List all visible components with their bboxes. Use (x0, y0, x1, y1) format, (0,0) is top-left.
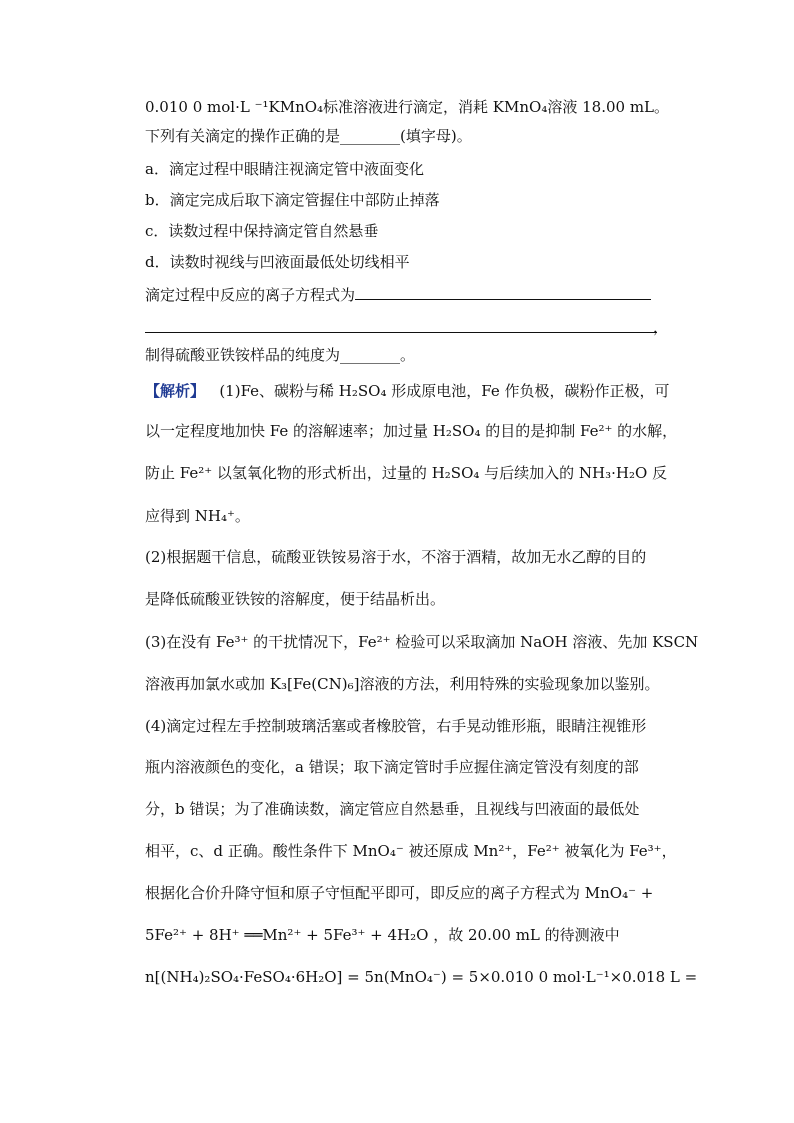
answer-text: (1)Fe、碳粉与稀 H₂SO₄ 形成原电池，Fe 作负极，碳粉作正极，可 (219, 382, 670, 400)
option-c: c．读数过程中保持滴定管自然悬垂 (145, 222, 379, 240)
equation-prompt (145, 285, 675, 305)
answer-line: (4)滴定过程左手控制玻璃活塞或者橡胶管，右手晃动锥形瓶，眼睛注视锥形 (145, 717, 647, 735)
answer-line: (2)根据题干信息，硫酸亚铁铵易溶于水，不溶于酒精，故加无水乙醇的目的 (145, 548, 647, 566)
purity-prompt: 制得硫酸亚铁铵样品的纯度为________。 (145, 346, 416, 364)
option-a: a．滴定过程中眼睛注视滴定管中液面变化 (145, 160, 424, 178)
answer-line: (3)在没有 Fe³⁺ 的干扰情况下，Fe²⁺ 检验可以采取滴加 NaOH 溶液、先加 KSCN (145, 633, 699, 651)
answer-line: 防止 Fe²⁺ 以氢氧化物的形式析出，过量的 H₂SO₄ 与后续加入的 NH₃·H₂O 反 (145, 464, 668, 482)
answer-line (145, 381, 675, 401)
option-b: b．滴定完成后取下滴定管握住中部防止掉落 (145, 191, 440, 209)
analysis-header: 【解析】 (145, 382, 206, 400)
question-line: 下列有关滴定的操作正确的是________(填字母)。 (145, 127, 472, 145)
answer-line: 溶液再加氯水或加 K₃[Fe(CN)₆]溶液的方法，利用特殊的实验现象加以鉴别。 (145, 675, 660, 693)
answer-line: 是降低硫酸亚铁铵的溶解度，便于结晶析出。 (145, 590, 446, 608)
question-line: 0.010 0 mol·L ⁻¹KMnO₄标准溶液进行滴定，消耗 KMnO₄溶液 18.00 mL。 (145, 98, 670, 116)
answer-blank-line[interactable] (145, 331, 657, 333)
answer-line: 应得到 NH₄⁺。 (145, 507, 250, 525)
equation-prompt-text: 滴定过程中反应的离子方程式为 (145, 286, 356, 304)
answer-line: 5Fe²⁺ + 8H⁺ ══Mn²⁺ + 5Fe³⁺ + 4H₂O ，故 20.00 mL 的待测液中 (145, 926, 620, 944)
answer-line: n[(NH₄)₂SO₄·FeSO₄·6H₂O] = 5n(MnO₄⁻) = 5×0.010 0 mol·L⁻¹×0.018 L = (145, 968, 698, 986)
answer-line: 根据化合价升降守恒和原子守恒配平即可，即反应的离子方程式为 MnO₄⁻ + (145, 884, 654, 902)
answer-line: 以一定程度地加快 Fe 的溶解速率；加过量 H₂SO₄ 的目的是抑制 Fe²⁺ 的水解， (145, 422, 678, 440)
answer-line: 瓶内溶液颜色的变化，a 错误；取下滴定管时手应握住滴定管没有刻度的部 (145, 758, 639, 776)
comma: ， (653, 318, 669, 336)
answer-line: 相平，c、d 正确。酸性条件下 MnO₄⁻ 被还原成 Mn²⁺，Fe²⁺ 被氧化为 Fe³⁺， (145, 842, 677, 860)
option-d: d．读数时视线与凹液面最低处切线相平 (145, 253, 410, 271)
answer-blank[interactable] (355, 285, 651, 300)
answer-line: 分，b 错误；为了准确读数，滴定管应自然悬垂，且视线与凹液面的最低处 (145, 800, 640, 818)
